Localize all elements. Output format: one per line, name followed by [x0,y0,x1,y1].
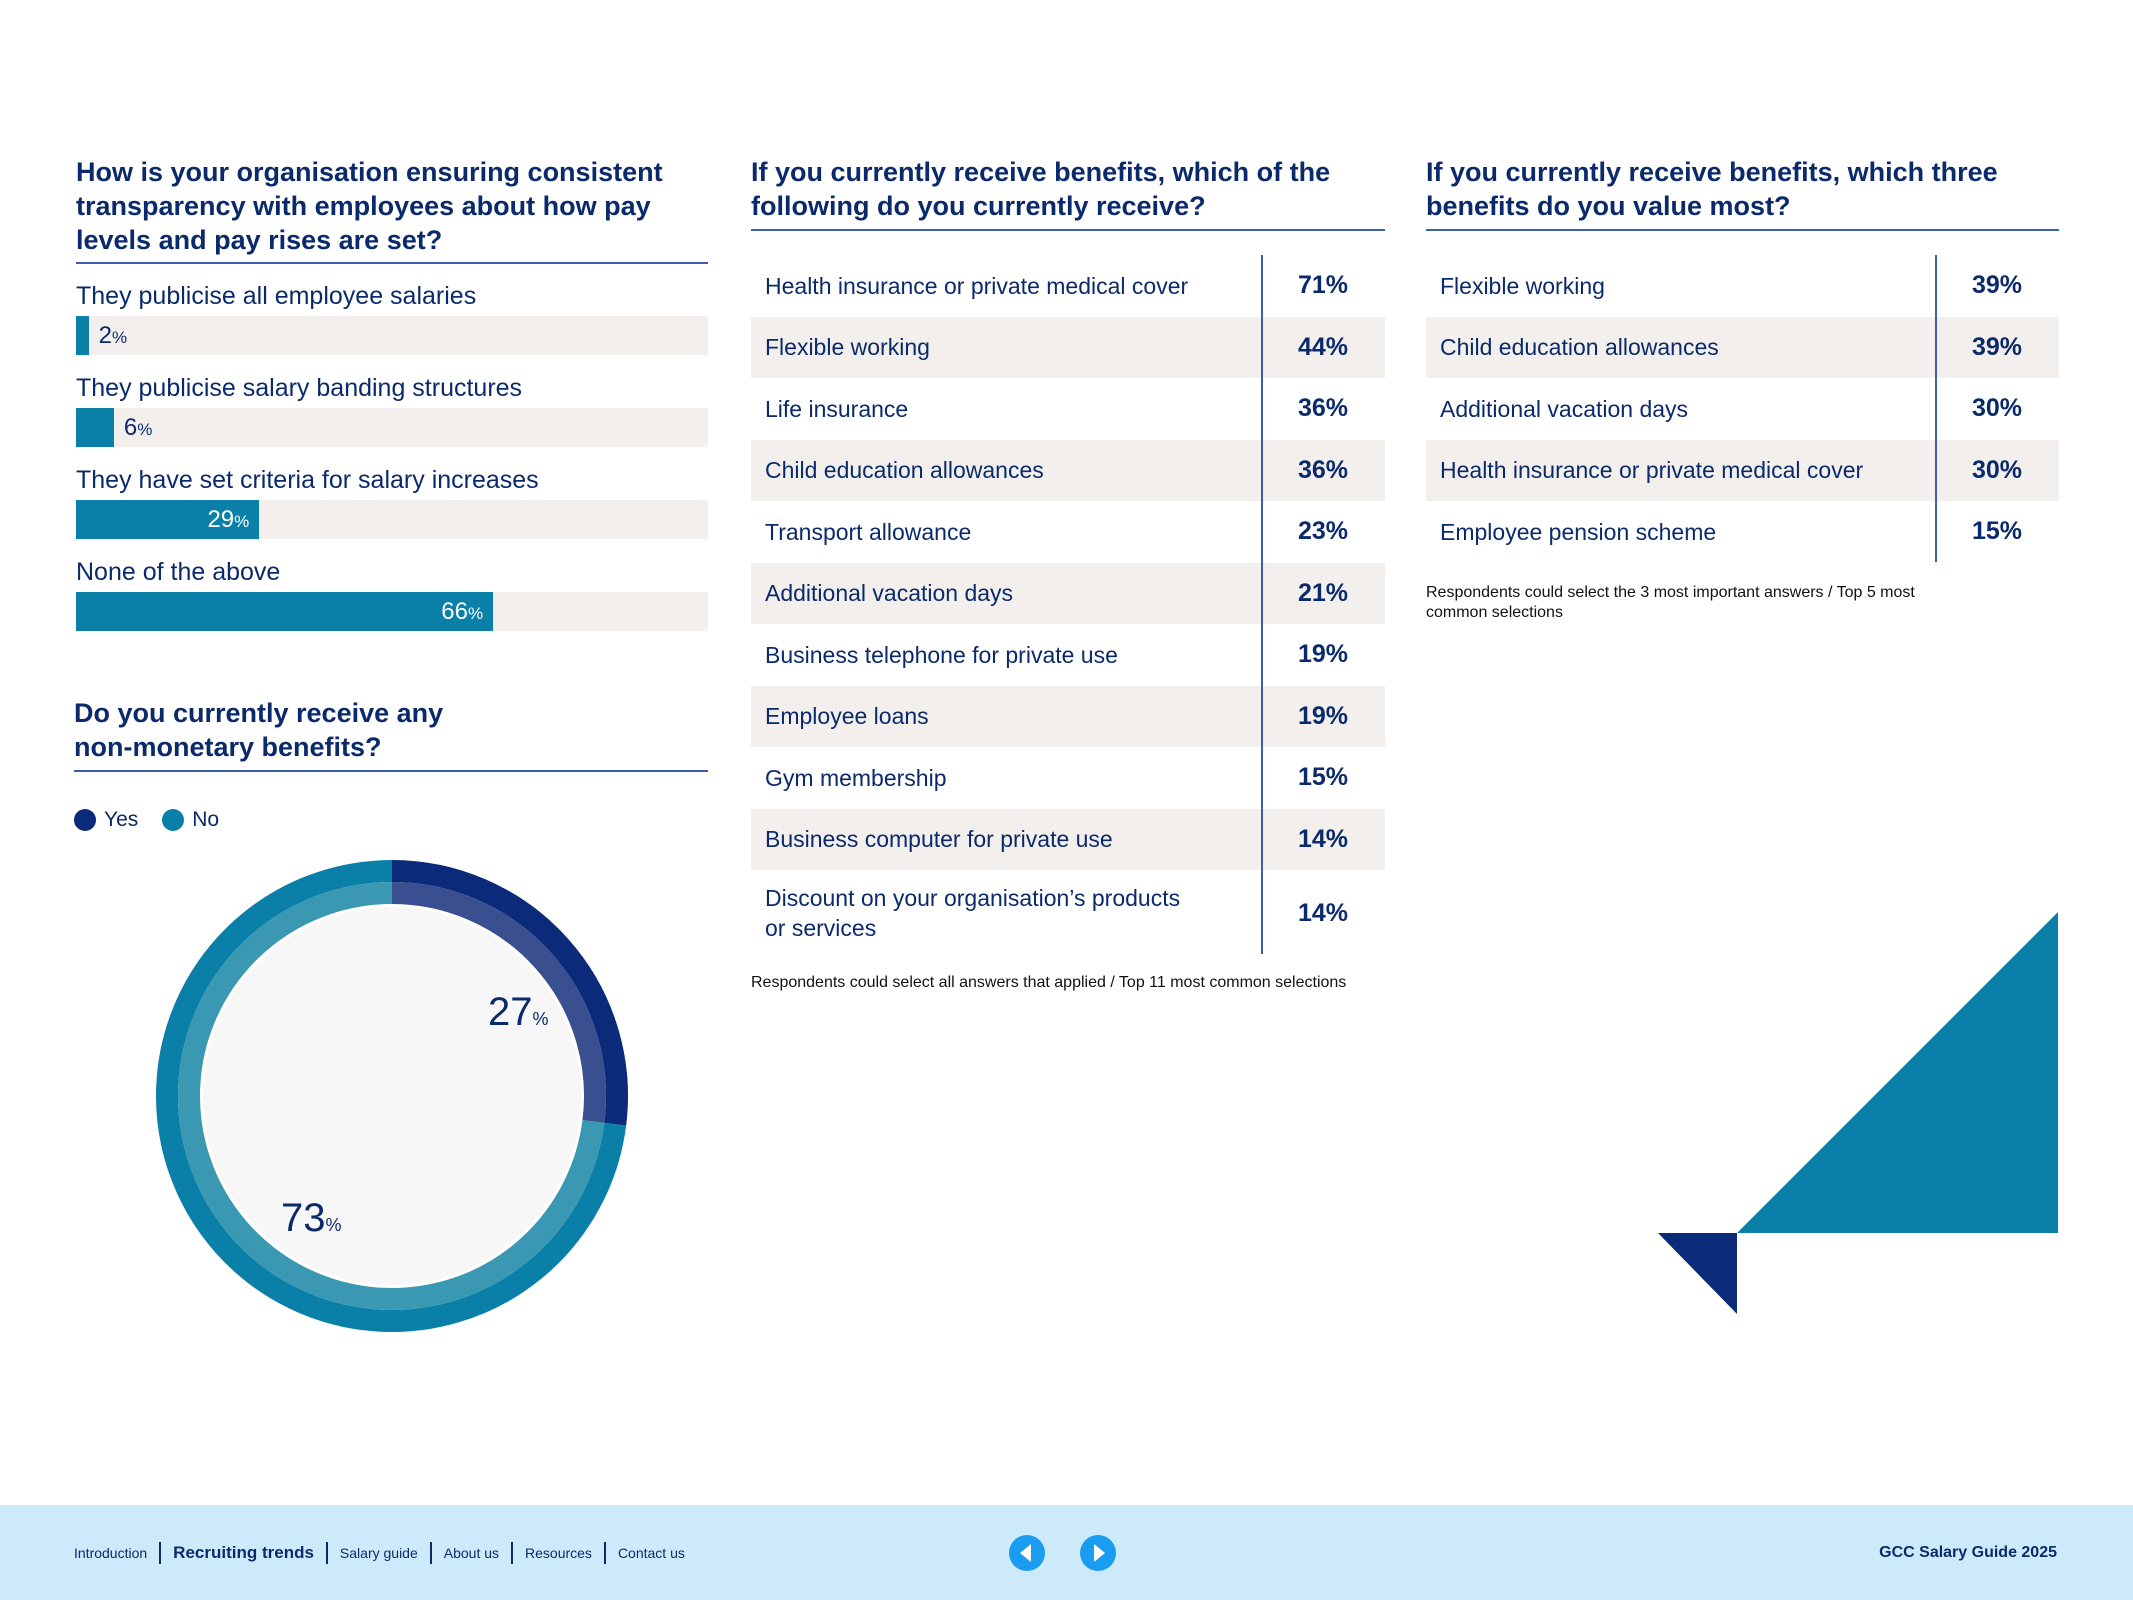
received-benefit-name-line: Flexible working [765,334,930,361]
navy-triangle [1658,1233,1737,1314]
received-benefit-name [751,332,1261,362]
received-table-row [751,870,1385,956]
valued-benefit-percent: 39% [1971,332,2023,361]
benefits-title-line-1: Do you currently receive any [74,698,444,728]
bar-track [76,316,708,355]
received-table-row [751,440,1385,502]
received-benefit-percent: 15% [1297,763,1349,792]
valued-table-row [1426,255,2059,317]
valued-benefits-table [1426,255,2059,563]
legend-yes-label: Yes [104,808,139,831]
valued-benefits-note [1426,583,1915,623]
received-table-row [751,747,1385,809]
footer-nav-recruiting-trends[interactable]: Recruiting trends [159,1542,326,1564]
received-benefit-name [751,271,1261,301]
next-page-button[interactable] [1080,1535,1116,1571]
donut-yes-value [488,990,549,1035]
received-table-row [751,378,1385,440]
received-benefit-name-line: Life insurance [765,395,909,422]
received-benefit-name [751,517,1261,547]
received-benefit-name [751,640,1261,670]
benefits-question-title [74,696,714,764]
received-benefits-title [751,155,1391,223]
benefits-title-line-2: non-monetary benefits? [74,732,382,762]
footer-nav-introduction[interactable]: Introduction [74,1544,148,1561]
received-table-row [751,624,1385,686]
donut-legend [74,808,243,832]
legend-no-swatch [162,809,184,831]
bar-value-number: 2 [98,322,112,349]
benefits-title-rule [74,770,708,772]
valued-note-line-2: common selections [1426,604,1563,621]
valued-benefit-name-line: Child education allowances [1440,334,1719,361]
teal-triangle [1737,912,2058,1233]
legend-no-label: No [192,808,220,831]
benefits-donut-chart [152,856,632,1336]
received-benefit-name-line: Health insurance or private medical cover [765,272,1189,299]
valued-benefit-name-line: Employee pension scheme [1440,518,1717,545]
donut-no-number: 73 [281,1196,326,1240]
footer-bar [0,1505,2133,1600]
arrow-right-icon [1080,1535,1116,1571]
valued-title-line-2: benefits do you value most? [1426,191,1791,221]
received-benefit-percent: 44% [1297,332,1349,361]
received-benefit-percent: 14% [1297,824,1349,853]
received-benefit-name [751,883,1261,943]
decorative-triangles [1656,910,2076,1350]
bar-value-number: 6 [123,414,138,441]
bar [76,592,493,631]
valued-benefit-name [1426,517,1935,547]
valued-benefit-name [1426,332,1935,362]
received-benefits-table [751,255,1385,956]
footer-nav-salary-guide[interactable]: Salary guide [326,1542,430,1564]
valued-benefit-name [1426,394,1935,424]
received-table-row [751,809,1385,871]
received-benefit-name-line: Discount on your organisation’s products [765,885,1181,911]
received-benefits-note: Respondents could select all answers that applied / Top 11 most common selections [751,974,1347,991]
received-table-row [751,255,1385,317]
bar-value-label [207,500,249,539]
received-benefit-percent: 36% [1297,455,1349,484]
donut-yes-number: 27 [488,990,533,1034]
bar-value-pct: % [234,512,250,531]
valued-benefit-name-line: Flexible working [1440,272,1605,299]
legend-item-no [162,808,219,832]
received-title-line-2: following do you currently receive? [751,191,1206,221]
valued-note-line-1: Respondents could select the 3 most important answers / Top 5 most [1426,584,1915,601]
donut-yes-pct: % [532,1009,549,1029]
valued-table-divider [1935,255,1937,562]
received-benefit-name-line: Additional vacation days [765,580,1014,607]
footer-nav-contact-us[interactable]: Contact us [604,1542,697,1564]
transparency-title-line-3: levels and pay rises are set? [76,225,443,255]
transparency-title-line-2: transparency with employees about how pay [76,191,651,221]
transparency-title-line-1: How is your organisation ensuring consistent [76,157,663,187]
valued-benefit-percent: 30% [1971,394,2023,423]
previous-page-button[interactable] [1009,1535,1045,1571]
valued-title-rule [1426,229,2059,231]
bar-value-pct: % [111,328,128,347]
bar-label: They have set criteria for salary increases [76,466,539,494]
valued-table-row [1426,378,2059,440]
received-table-divider [1261,255,1263,954]
received-benefit-name-line: Business telephone for private use [765,641,1118,668]
valued-table-row [1426,440,2059,502]
bar-value-number: 66 [441,598,468,625]
bar-track [76,408,708,447]
received-benefit-percent: 14% [1297,898,1349,927]
footer-guide-title: GCC Salary Guide 2025 [1879,1544,2057,1561]
received-benefit-name-line: Business computer for private use [765,826,1113,853]
received-benefit-percent: 71% [1297,271,1349,300]
transparency-title-rule [76,262,708,264]
bar [76,316,89,355]
received-benefit-name-line: or services [765,915,877,941]
valued-benefit-name-line: Health insurance or private medical cover [1440,457,1864,484]
received-title-rule [751,229,1385,231]
received-benefit-name-line: Child education allowances [765,457,1044,484]
received-benefit-name-line: Gym membership [765,764,947,791]
received-benefit-name-line: Employee loans [765,703,929,730]
valued-benefit-name [1426,271,1935,301]
bar-label: They publicise all employee salaries [76,282,477,310]
received-table-row [751,563,1385,625]
valued-benefit-percent: 30% [1971,455,2023,484]
bar-label: They publicise salary banding structures [76,374,523,402]
received-benefit-percent: 23% [1297,517,1349,546]
valued-benefit-name-line: Additional vacation days [1440,395,1689,422]
bar-value-pct: % [137,420,153,439]
legend-item-yes [74,808,138,832]
bar-value-pct: % [468,604,484,623]
bar-value-label [124,408,152,447]
bar [76,408,114,447]
received-benefit-name [751,763,1261,793]
valued-table-row [1426,317,2059,379]
footer-nav [74,1505,697,1600]
bar-value-label [99,316,127,355]
received-table-row [751,501,1385,563]
donut-center [203,907,581,1285]
received-table-row [751,317,1385,379]
received-benefit-percent: 21% [1297,578,1349,607]
bar-track [76,592,708,631]
received-benefit-name [751,578,1261,608]
transparency-question-title [76,155,716,257]
received-title-line-1: If you currently receive benefits, which of the [751,157,1331,187]
donut-no-pct: % [325,1215,342,1235]
bar-label: None of the above [76,558,281,586]
valued-benefit-name [1426,455,1935,485]
arrow-left-icon [1009,1535,1045,1571]
footer-nav-resources[interactable]: Resources [511,1542,604,1564]
footer-nav-about-us[interactable]: About us [430,1542,511,1564]
valued-benefit-percent: 15% [1971,517,2023,546]
received-benefit-name [751,394,1261,424]
received-benefit-percent: 36% [1297,394,1349,423]
donut-no-value [281,1196,342,1241]
bar-track [76,500,708,539]
valued-benefit-percent: 39% [1971,271,2023,300]
received-benefit-name [751,824,1261,854]
valued-benefits-title [1426,155,2066,223]
received-benefit-name [751,455,1261,485]
valued-table-row [1426,501,2059,563]
received-table-row [751,686,1385,748]
received-benefit-name [751,701,1261,731]
legend-yes-swatch [74,809,96,831]
received-benefit-percent: 19% [1297,640,1349,669]
valued-title-line-1: If you currently receive benefits, which three [1426,157,1998,187]
bar-value-number: 29 [207,506,235,533]
bar-value-label [441,592,483,631]
received-benefit-percent: 19% [1297,701,1349,730]
received-benefit-name-line: Transport allowance [765,518,972,545]
